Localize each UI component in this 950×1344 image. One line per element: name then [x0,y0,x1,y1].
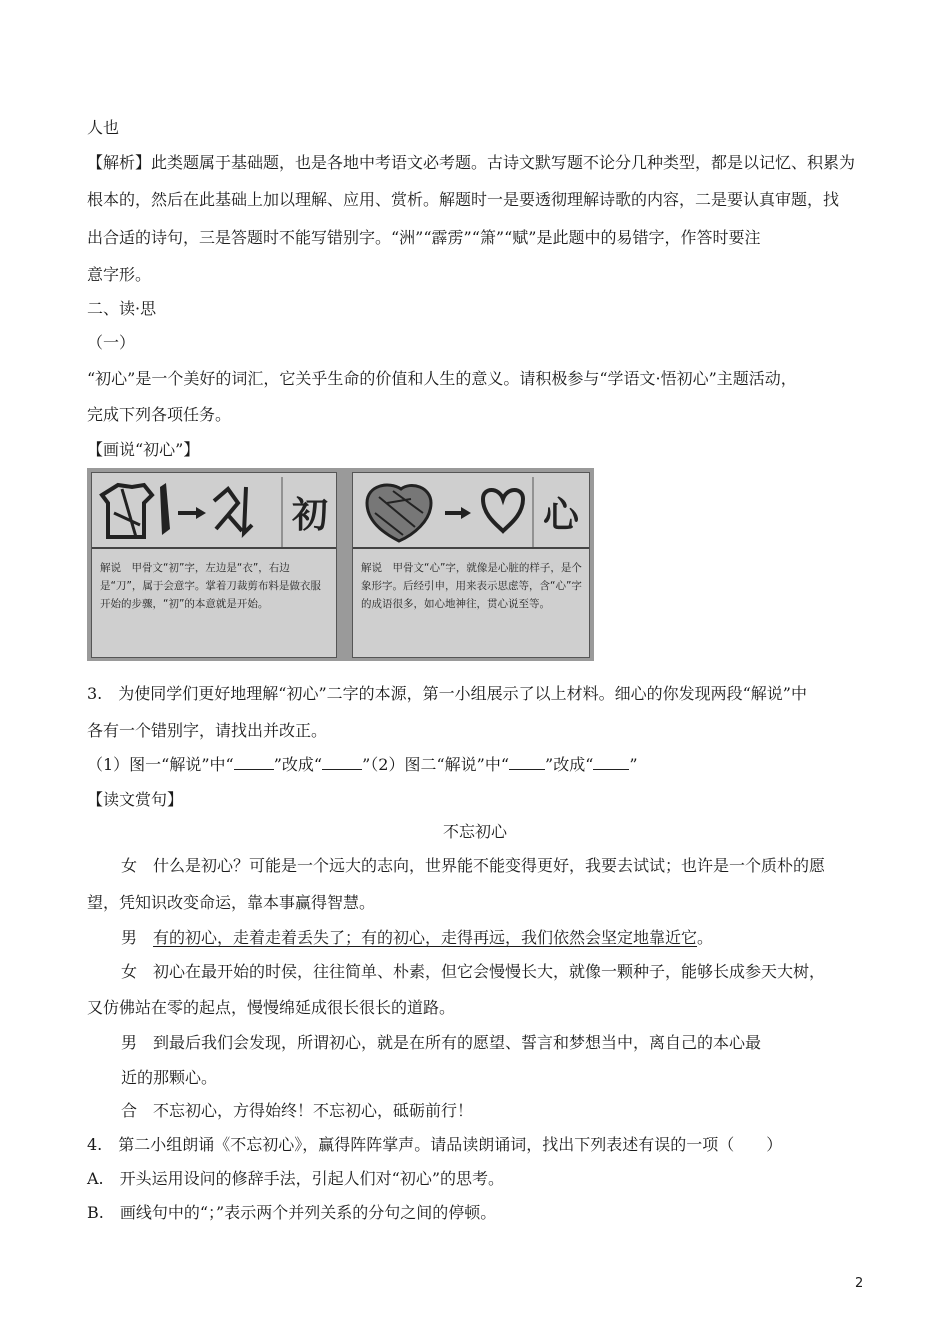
q4-option-a[interactable]: A. 开头运用设问的修辞手法，引起人们对“初心”的思考。 [87,1169,505,1188]
poem-line-1: 女 什么是初心？可能是一个远大的志向，世界能不能变得更好，我要去试试；也许是一个质朴的愿 [121,856,826,875]
poem-line-4: 女 初心在最开始的时侯，往往简单、朴素，但它会慢慢长大，就像一颗种子，能够长成参天大树， [121,962,826,981]
poem-line-7: 近的那颗心。 [121,1068,218,1087]
figure-2-caption: 解说 甲骨文“心”字，就像是心脏的样子，是个象形字。后经引申，用来表示思虑等，含“心”字的成语很多，如心地神往，贯心说至等。 [361,562,582,610]
poem-line-5: 又仿佛站在零的起点，慢慢绵延成很长很长的道路。 [87,998,456,1017]
q4-stem: 4. 第二小组朗诵《不忘初心》，赢得阵阵掌声。请品读朗诵词，找出下列表述有误的一项（ ） [87,1135,783,1154]
poem-title: 不忘初心 [442,822,507,841]
speaker-label: 男 [121,928,154,947]
figure-1-caption: 解说 甲骨文“初”字，左边是“衣”，右边是“刀”，属于会意字。掌着刀裁剪布料是做衣服开始的步骤，“初”的本意就是开始。 [100,562,321,610]
figure-panel-2 [352,472,590,658]
figure-2-pictogram [353,473,589,549]
figure-heading: 【画说“初心”】 [87,440,200,459]
figure-2-char: 心 [543,494,580,536]
q3-text-5: ” [629,755,638,774]
poem-line-8: 合 不忘初心，方得始终！不忘初心，砥砺前行！ [121,1101,474,1120]
section-heading: 二、读·思 [87,299,157,318]
reading-heading: 【读文赏句】 [87,790,184,809]
figure-1-char: 初 [292,494,329,536]
answer-blank-4[interactable] [593,755,629,770]
q3-line-1: 3. 为使同学们更好地理解“初心”二字的本源，第一小组展示了以上材料。细心的你发现两段“解说”中 [87,684,807,703]
q3-text-3: ”（2）图二“解说”中“ [362,755,510,774]
analysis-line-2: 根本的，然后在此基础上加以理解、应用、赏析。解题时一是要透彻理解诗歌的内容，二是要认真审题，找 [87,190,840,209]
answer-blank-2[interactable] [322,755,362,770]
sentence-end: 。 [697,928,714,947]
answer-blank-3[interactable] [509,755,545,770]
underlined-sentence: 有的初心，走着走着丢失了；有的初心，走得再远，我们依然会坚定地靠近它 [153,928,698,947]
q3-text-4: ”改成“ [545,755,594,774]
q3-text-1: （1）图一“解说”中“ [87,755,234,774]
analysis-line-4: 意字形。 [87,265,152,284]
answer-tail: 人也 [87,118,120,137]
q3-text-2: ”改成“ [273,755,323,774]
intro-line-1: “初心”是一个美好的词汇，它关乎生命的价值和人生的意义。请积极参与“学语文·悟初心”主题活动， [87,369,797,388]
q3-line-2: 各有一个错别字，请找出并改正。 [87,721,328,740]
poem-line-3 [121,928,713,948]
poem-line-6: 男 到最后我们会发现，所谓初心，就是在所有的愿望、誓言和梦想当中，离自己的本心最 [121,1033,762,1052]
figure-1-pictogram [92,473,336,549]
answer-blank-1[interactable] [234,755,274,770]
subsection-heading: （一） [87,333,136,352]
q4-option-b[interactable]: B. 画线句中的“；”表示两个并列关系的分句之间的停顿。 [87,1203,497,1222]
figure-panel-1 [91,472,337,658]
analysis-line-3: 出合适的诗句，三是答题时不能写错别字。“洲”“霹雳”“箫”“赋”是此题中的易错字，作答时要注 [87,228,761,247]
poem-line-2: 望，凭知识改变命运，靠本事赢得智慧。 [87,893,376,912]
intro-line-2: 完成下列各项任务。 [87,405,232,424]
page-number: 2 [855,1276,864,1291]
analysis-line-1: 【解析】此类题属于基础题，也是各地中考语文必考题。古诗文默写题不论分几种类型，都是以记忆、积累为 [87,153,856,172]
oracle-bone-figure [87,468,594,661]
q3-answer-line [87,755,638,775]
